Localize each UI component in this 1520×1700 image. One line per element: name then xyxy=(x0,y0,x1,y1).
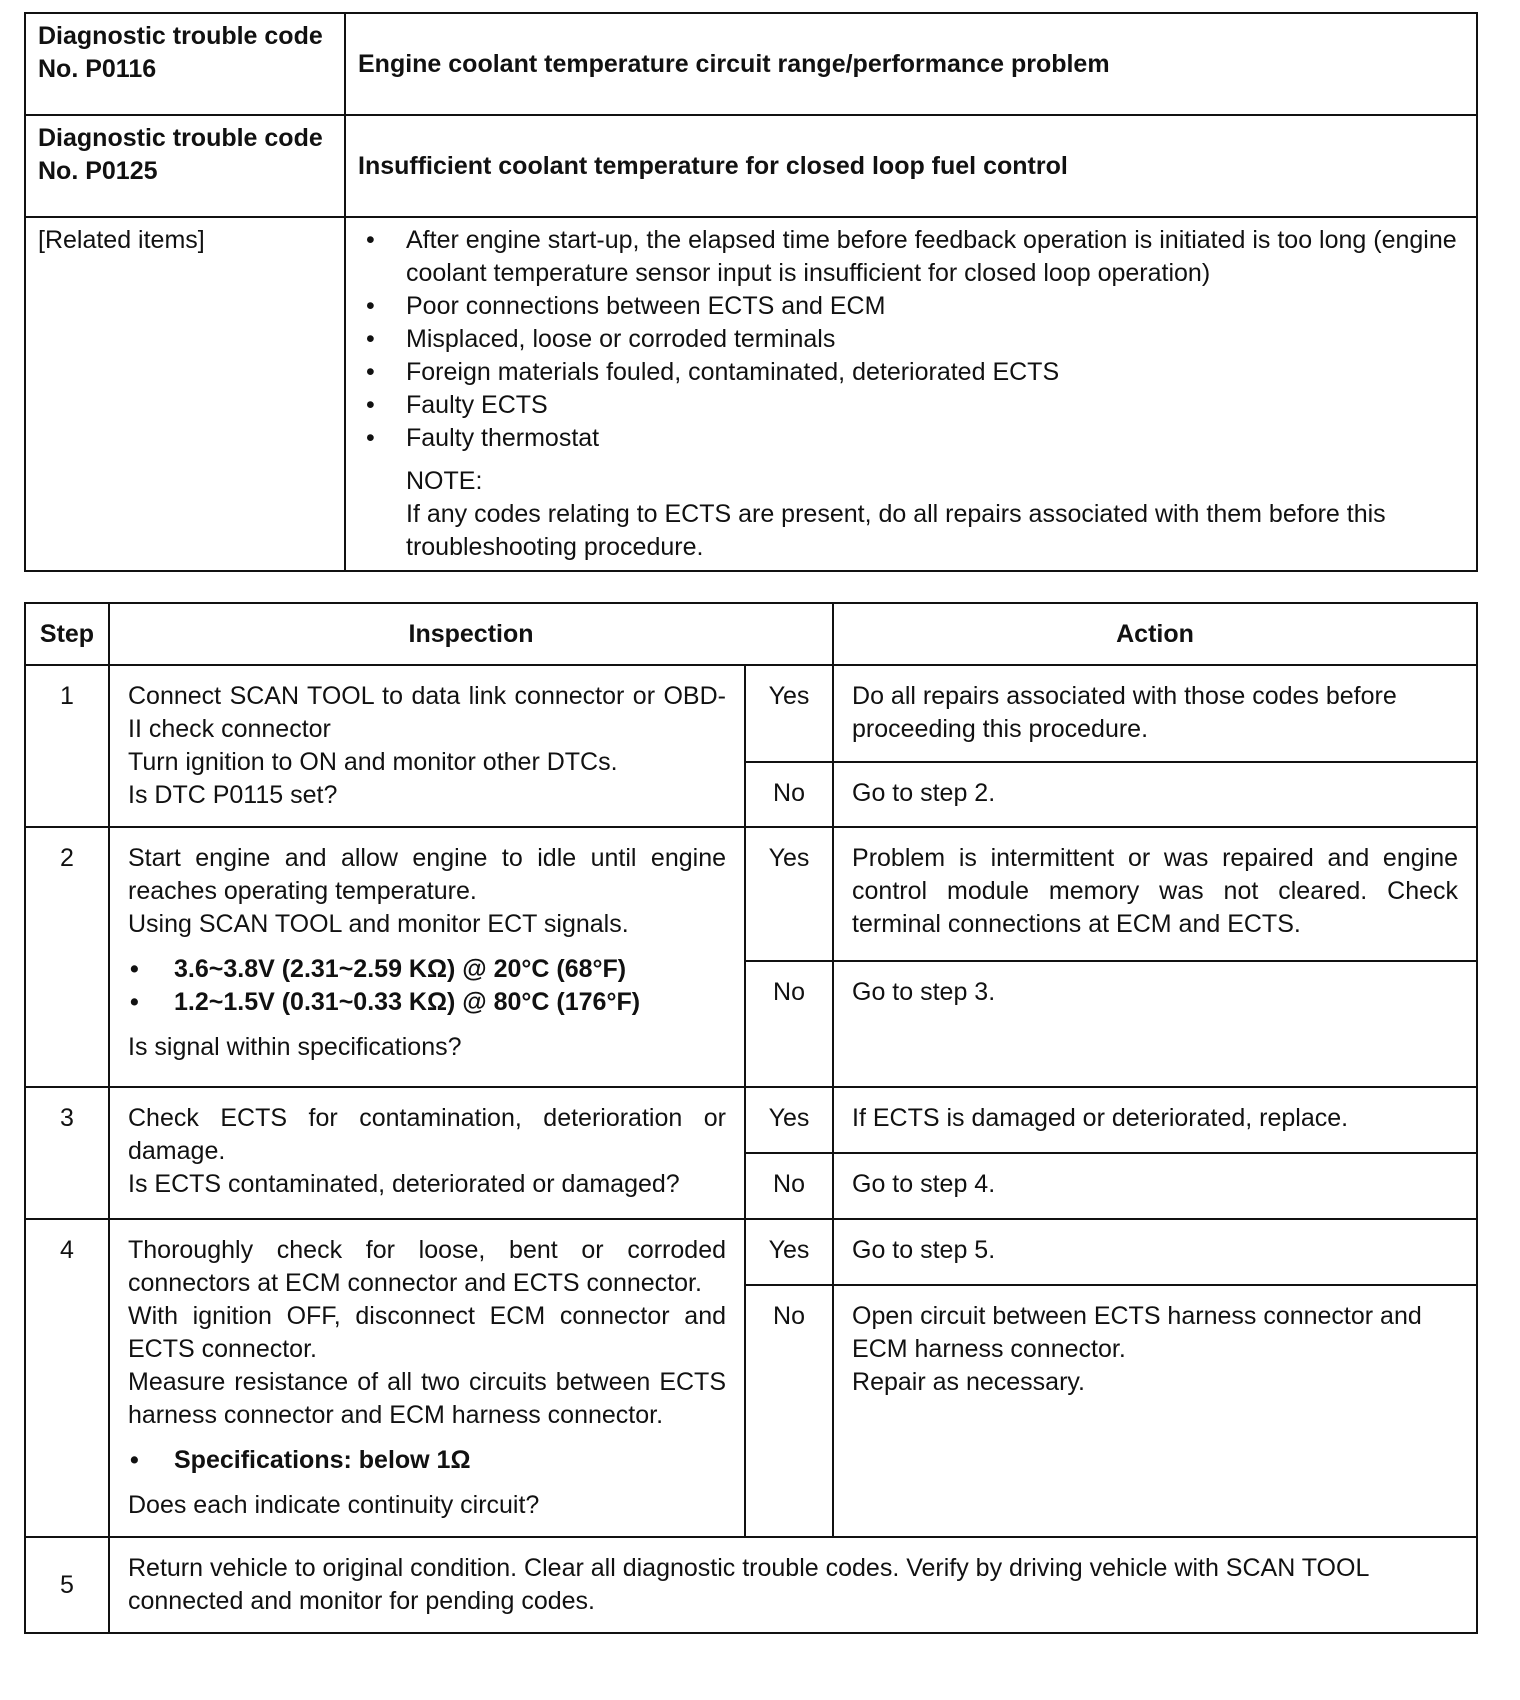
code-label xyxy=(25,115,345,217)
no-label: No xyxy=(745,961,833,1087)
spec-item: • 3.6~3.8V (2.31~2.59 KΩ) @ 20°C (68°F) xyxy=(128,953,726,986)
yes-action: Do all repairs associated with those codes before proceeding this procedure. xyxy=(833,665,1477,762)
list-item: • Misplaced, loose or corroded terminals xyxy=(358,323,1464,356)
no-label: No xyxy=(745,762,833,827)
list-item: • Faulty thermostat xyxy=(358,422,1464,455)
note-text: If any codes relating to ECTS are present, do all repairs associated with them before this troubleshooting procedure. xyxy=(406,500,1386,561)
troubleshooting-table xyxy=(24,602,1478,1634)
related-items-cell xyxy=(345,217,1477,571)
related-items-label: [Related items] xyxy=(25,217,345,571)
spec-item: • 1.2~1.5V (0.31~0.33 KΩ) @ 80°C (176°F) xyxy=(128,986,726,1019)
code-label-line1: Diagnostic trouble code xyxy=(38,124,323,152)
code-number: No. P0116 xyxy=(38,55,157,83)
yes-action: Problem is intermittent or was repaired and engine control module memory was not cleared. Check terminal connections at ECM and ECTS. xyxy=(833,827,1477,961)
list-item: • Poor connections between ECTS and ECM xyxy=(358,290,1464,323)
action-line: Open circuit between ECTS harness connector and ECM harness connector. xyxy=(852,1302,1422,1363)
dtc-info-table xyxy=(24,12,1478,572)
spec-list xyxy=(128,953,726,1019)
inspection-line: Thoroughly check for loose, bent or corroded connectors at ECM connector and ECTS connector. xyxy=(128,1236,726,1297)
code-title: Insufficient coolant temperature for closed loop fuel control xyxy=(345,115,1477,217)
spec-item: • Specifications: below 1Ω xyxy=(128,1444,726,1477)
code-label-line1: Diagnostic trouble code xyxy=(38,22,323,50)
related-items-list xyxy=(358,224,1464,455)
note-label: NOTE: xyxy=(406,467,483,495)
yes-label: Yes xyxy=(745,1219,833,1285)
yes-action: Go to step 5. xyxy=(833,1219,1477,1285)
step-row-1 xyxy=(25,665,1477,762)
inspection-line: Using SCAN TOOL and monitor ECT signals. xyxy=(128,910,629,938)
inspection-question: Is ECTS contaminated, deteriorated or damaged? xyxy=(128,1170,680,1198)
step-inspection xyxy=(109,665,745,827)
inspection-question: Does each indicate continuity circuit? xyxy=(128,1491,540,1519)
yes-label: Yes xyxy=(745,665,833,762)
code-number: No. P0125 xyxy=(38,157,158,185)
inspection-line: Connect SCAN TOOL to data link connector or OBD-II check connector xyxy=(128,682,726,743)
header-inspection: Inspection xyxy=(109,603,833,665)
step-inspection xyxy=(109,1219,745,1537)
header-action: Action xyxy=(833,603,1477,665)
no-action: Go to step 3. xyxy=(833,961,1477,1087)
inspection-question: Is signal within specifications? xyxy=(128,1033,462,1061)
header-step: Step xyxy=(25,603,109,665)
step-number: 3 xyxy=(25,1087,109,1219)
step-row-3 xyxy=(25,1087,1477,1153)
code-title: Engine coolant temperature circuit range/performance problem xyxy=(345,13,1477,115)
code-row-p0125 xyxy=(25,115,1477,217)
note xyxy=(358,465,1464,564)
yes-label: Yes xyxy=(745,827,833,961)
inspection-line: Check ECTS for contamination, deterioration or damage. xyxy=(128,1104,726,1165)
step-inspection xyxy=(109,827,745,1087)
no-action: Go to step 2. xyxy=(833,762,1477,827)
step-number: 5 xyxy=(25,1537,109,1633)
yes-action: If ECTS is damaged or deteriorated, replace. xyxy=(833,1087,1477,1153)
inspection-line: With ignition OFF, disconnect ECM connector and ECTS connector. xyxy=(128,1302,726,1363)
list-item: • Foreign materials fouled, contaminated, deteriorated ECTS xyxy=(358,356,1464,389)
list-item: • Faulty ECTS xyxy=(358,389,1464,422)
inspection-line: Turn ignition to ON and monitor other DTCs. xyxy=(128,748,618,776)
step-number: 1 xyxy=(25,665,109,827)
inspection-line: Start engine and allow engine to idle until engine reaches operating temperature. xyxy=(128,844,726,905)
inspection-question: Is DTC P0115 set? xyxy=(128,781,338,809)
step-inspection xyxy=(109,1087,745,1219)
code-row-p0116 xyxy=(25,13,1477,115)
no-action xyxy=(833,1285,1477,1537)
step-number: 2 xyxy=(25,827,109,1087)
no-label: No xyxy=(745,1285,833,1537)
no-label: No xyxy=(745,1153,833,1219)
inspection-line: Measure resistance of all two circuits between ECTS harness connector and ECM harness connector. xyxy=(128,1368,726,1429)
step-row-2 xyxy=(25,827,1477,961)
list-item: • After engine start-up, the elapsed time before feedback operation is initiated is too long (engine coolant temperature sensor input is insufficient for closed loop operation) xyxy=(358,224,1464,290)
spec-list xyxy=(128,1444,726,1477)
step-number: 4 xyxy=(25,1219,109,1537)
code-label xyxy=(25,13,345,115)
no-action: Go to step 4. xyxy=(833,1153,1477,1219)
action-line: Repair as necessary. xyxy=(852,1368,1085,1396)
step-row-5 xyxy=(25,1537,1477,1633)
yes-label: Yes xyxy=(745,1087,833,1153)
step-text: Return vehicle to original condition. Clear all diagnostic trouble codes. Verify by driving vehicle with SCAN TOOL connected and monitor for pending codes. xyxy=(109,1537,1477,1633)
related-items-row xyxy=(25,217,1477,571)
step-row-4 xyxy=(25,1219,1477,1285)
table-header-row xyxy=(25,603,1477,665)
